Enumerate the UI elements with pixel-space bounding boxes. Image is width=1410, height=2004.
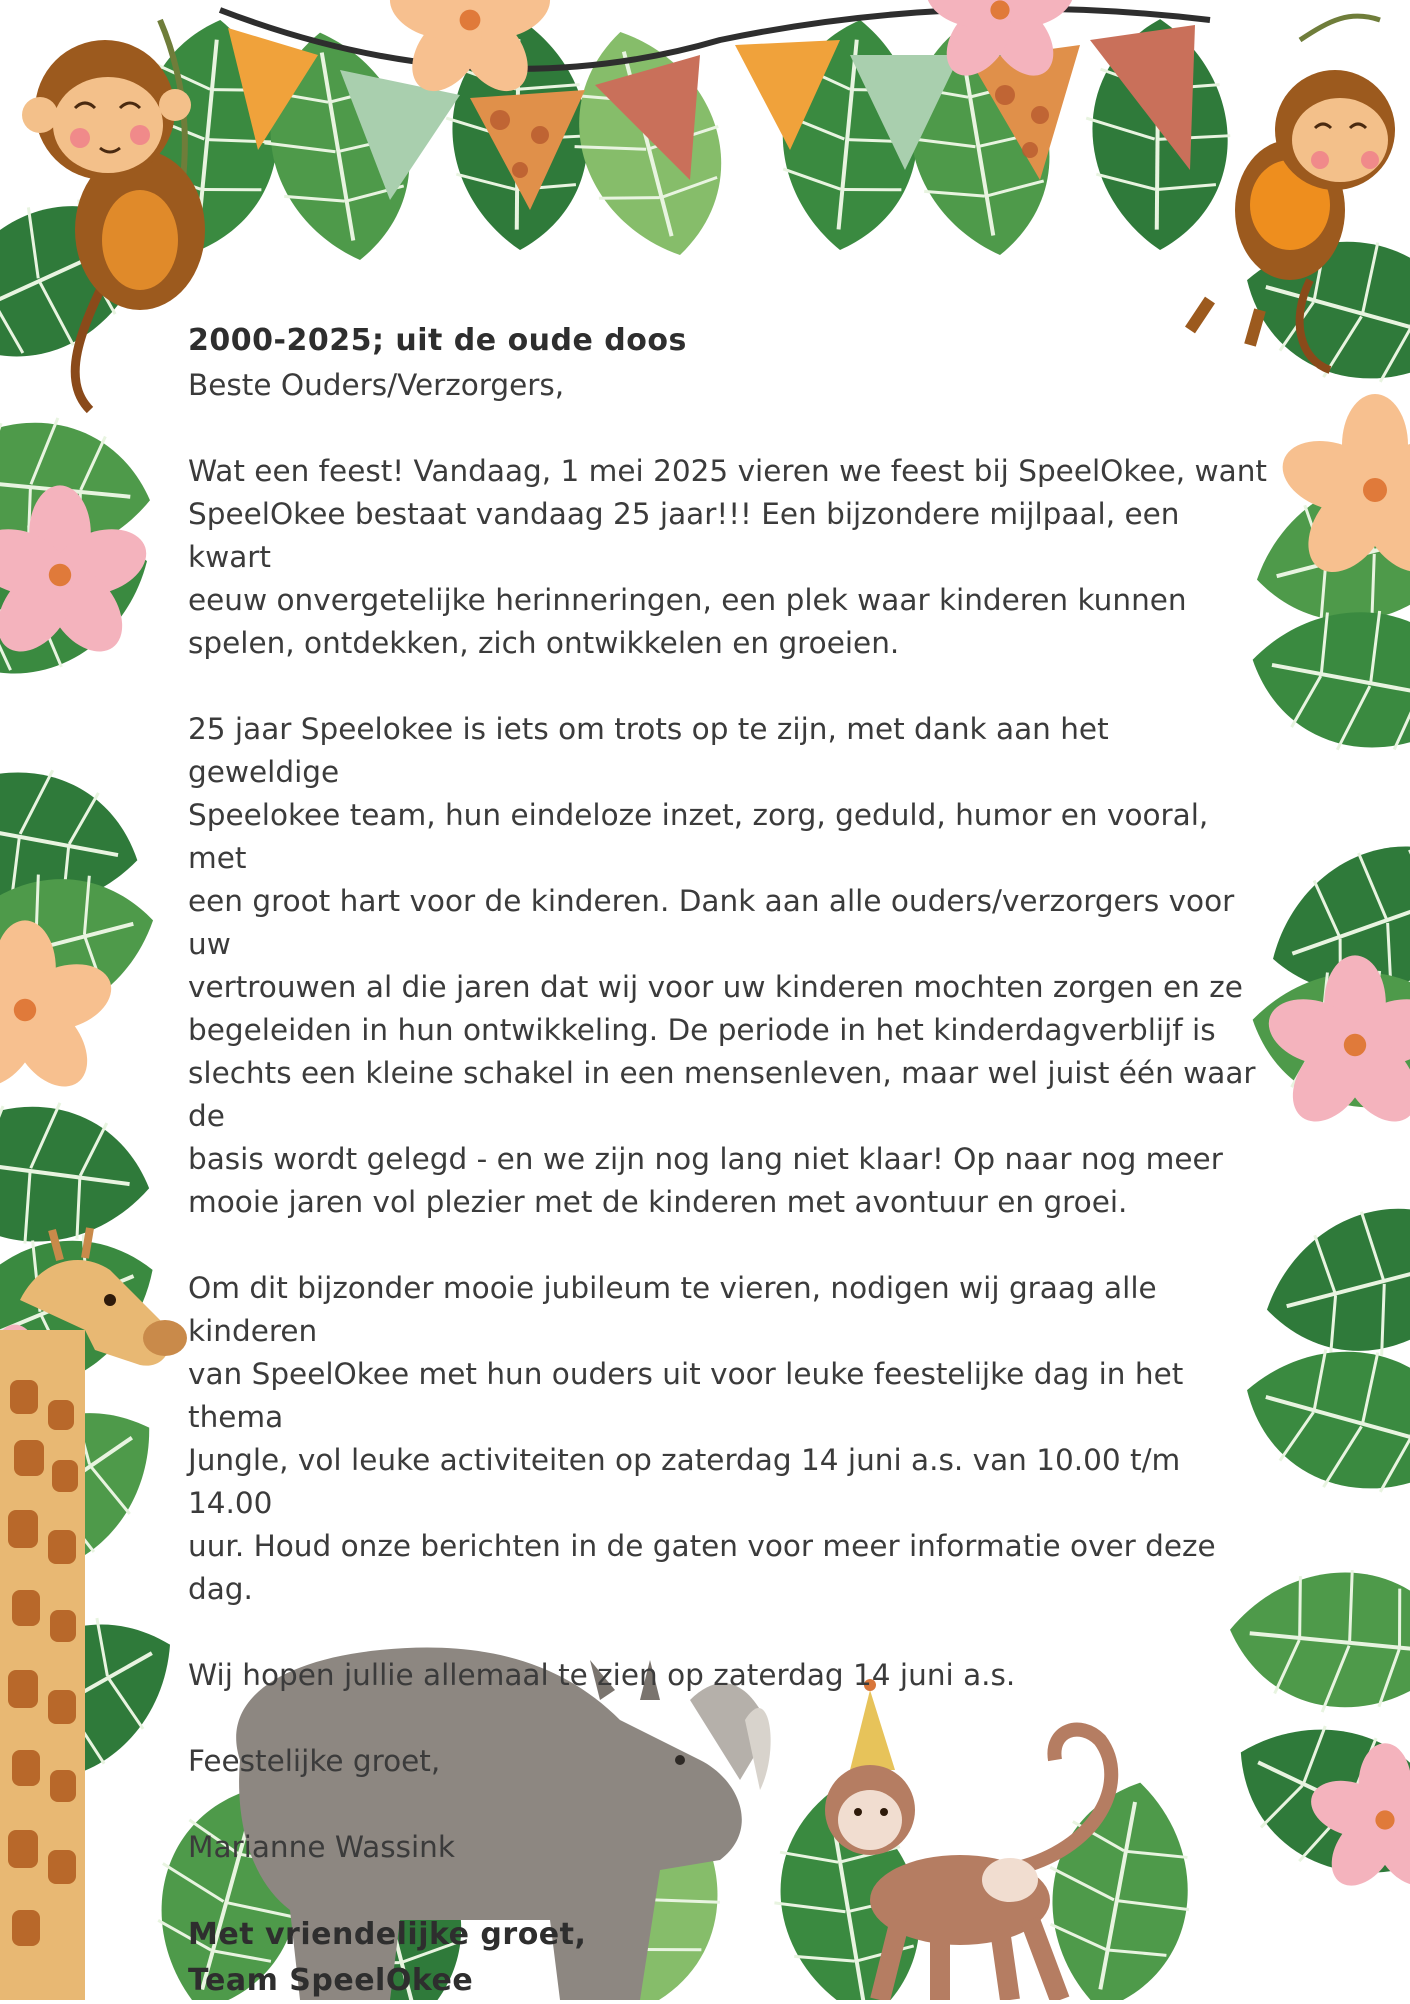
signoff-line-2: Team SpeelOkee — [188, 1963, 474, 1998]
paragraph-1 — [188, 450, 1268, 665]
paragraph-line: uur. Houd onze berichten in de gaten voor meer informatie over deze dag. — [188, 1529, 1216, 1606]
letter-heading: 2000-2025; uit de oude doos — [188, 323, 687, 358]
paragraph-3 — [188, 1267, 1268, 1611]
paragraph-line: Speelokee team, hun eindeloze inzet, zorg, geduld, humor en vooral, met — [188, 798, 1209, 875]
paragraph-line: Jungle, vol leuke activiteiten op zaterdag 14 juni a.s. van 10.00 t/m 14.00 — [188, 1443, 1181, 1520]
signature: Marianne Wassink — [188, 1830, 455, 1864]
letter-body — [188, 318, 1268, 2004]
giraffe-icon — [0, 1228, 187, 2000]
closing: Feestelijke groet, — [188, 1744, 441, 1778]
paragraph-line: basis wordt gelegd - en we zijn nog lang niet klaar! Op naar nog meer — [188, 1142, 1223, 1176]
paragraph-line: 25 jaar Speelokee is iets om trots op te zijn, met dank aan het geweldige — [188, 712, 1109, 789]
paragraph-line: eeuw onvergetelijke herinneringen, een plek waar kinderen kunnen — [188, 583, 1187, 617]
salutation: Beste Ouders/Verzorgers, — [188, 368, 565, 402]
paragraph-line: vertrouwen al die jaren dat wij voor uw kinderen mochten zorgen en ze — [188, 970, 1243, 1004]
paragraph-line: mooie jaren vol plezier met de kinderen met avontuur en groei. — [188, 1185, 1128, 1219]
paragraph-2 — [188, 708, 1268, 1224]
paragraph-line: van SpeelOkee met hun ouders uit voor leuke feestelijke dag in het thema — [188, 1357, 1184, 1434]
paragraph-line: begeleiden in hun ontwikkeling. De periode in het kinderdagverblijf is — [188, 1013, 1216, 1047]
paragraph-line: een groot hart voor de kinderen. Dank aan alle ouders/verzorgers voor uw — [188, 884, 1235, 961]
paragraph-line: slechts een kleine schakel in een mensenleven, maar wel juist één waar de — [188, 1056, 1256, 1133]
paragraph-line: Wat een feest! Vandaag, 1 mei 2025 vieren we feest bij SpeelOkee, want — [188, 454, 1267, 488]
paragraph-4: Wij hopen jullie allemaal te zien op zaterdag 14 juni a.s. — [188, 1658, 1016, 1692]
signoff-line-1: Met vriendelijke groet, — [188, 1917, 587, 1952]
paragraph-line: SpeelOkee bestaat vandaag 25 jaar!!! Een bijzondere mijlpaal, een kwart — [188, 497, 1180, 574]
paragraph-line: Om dit bijzonder mooie jubileum te vieren, nodigen wij graag alle kinderen — [188, 1271, 1157, 1348]
paragraph-line: spelen, ontdekken, zich ontwikkelen en groeien. — [188, 626, 900, 660]
